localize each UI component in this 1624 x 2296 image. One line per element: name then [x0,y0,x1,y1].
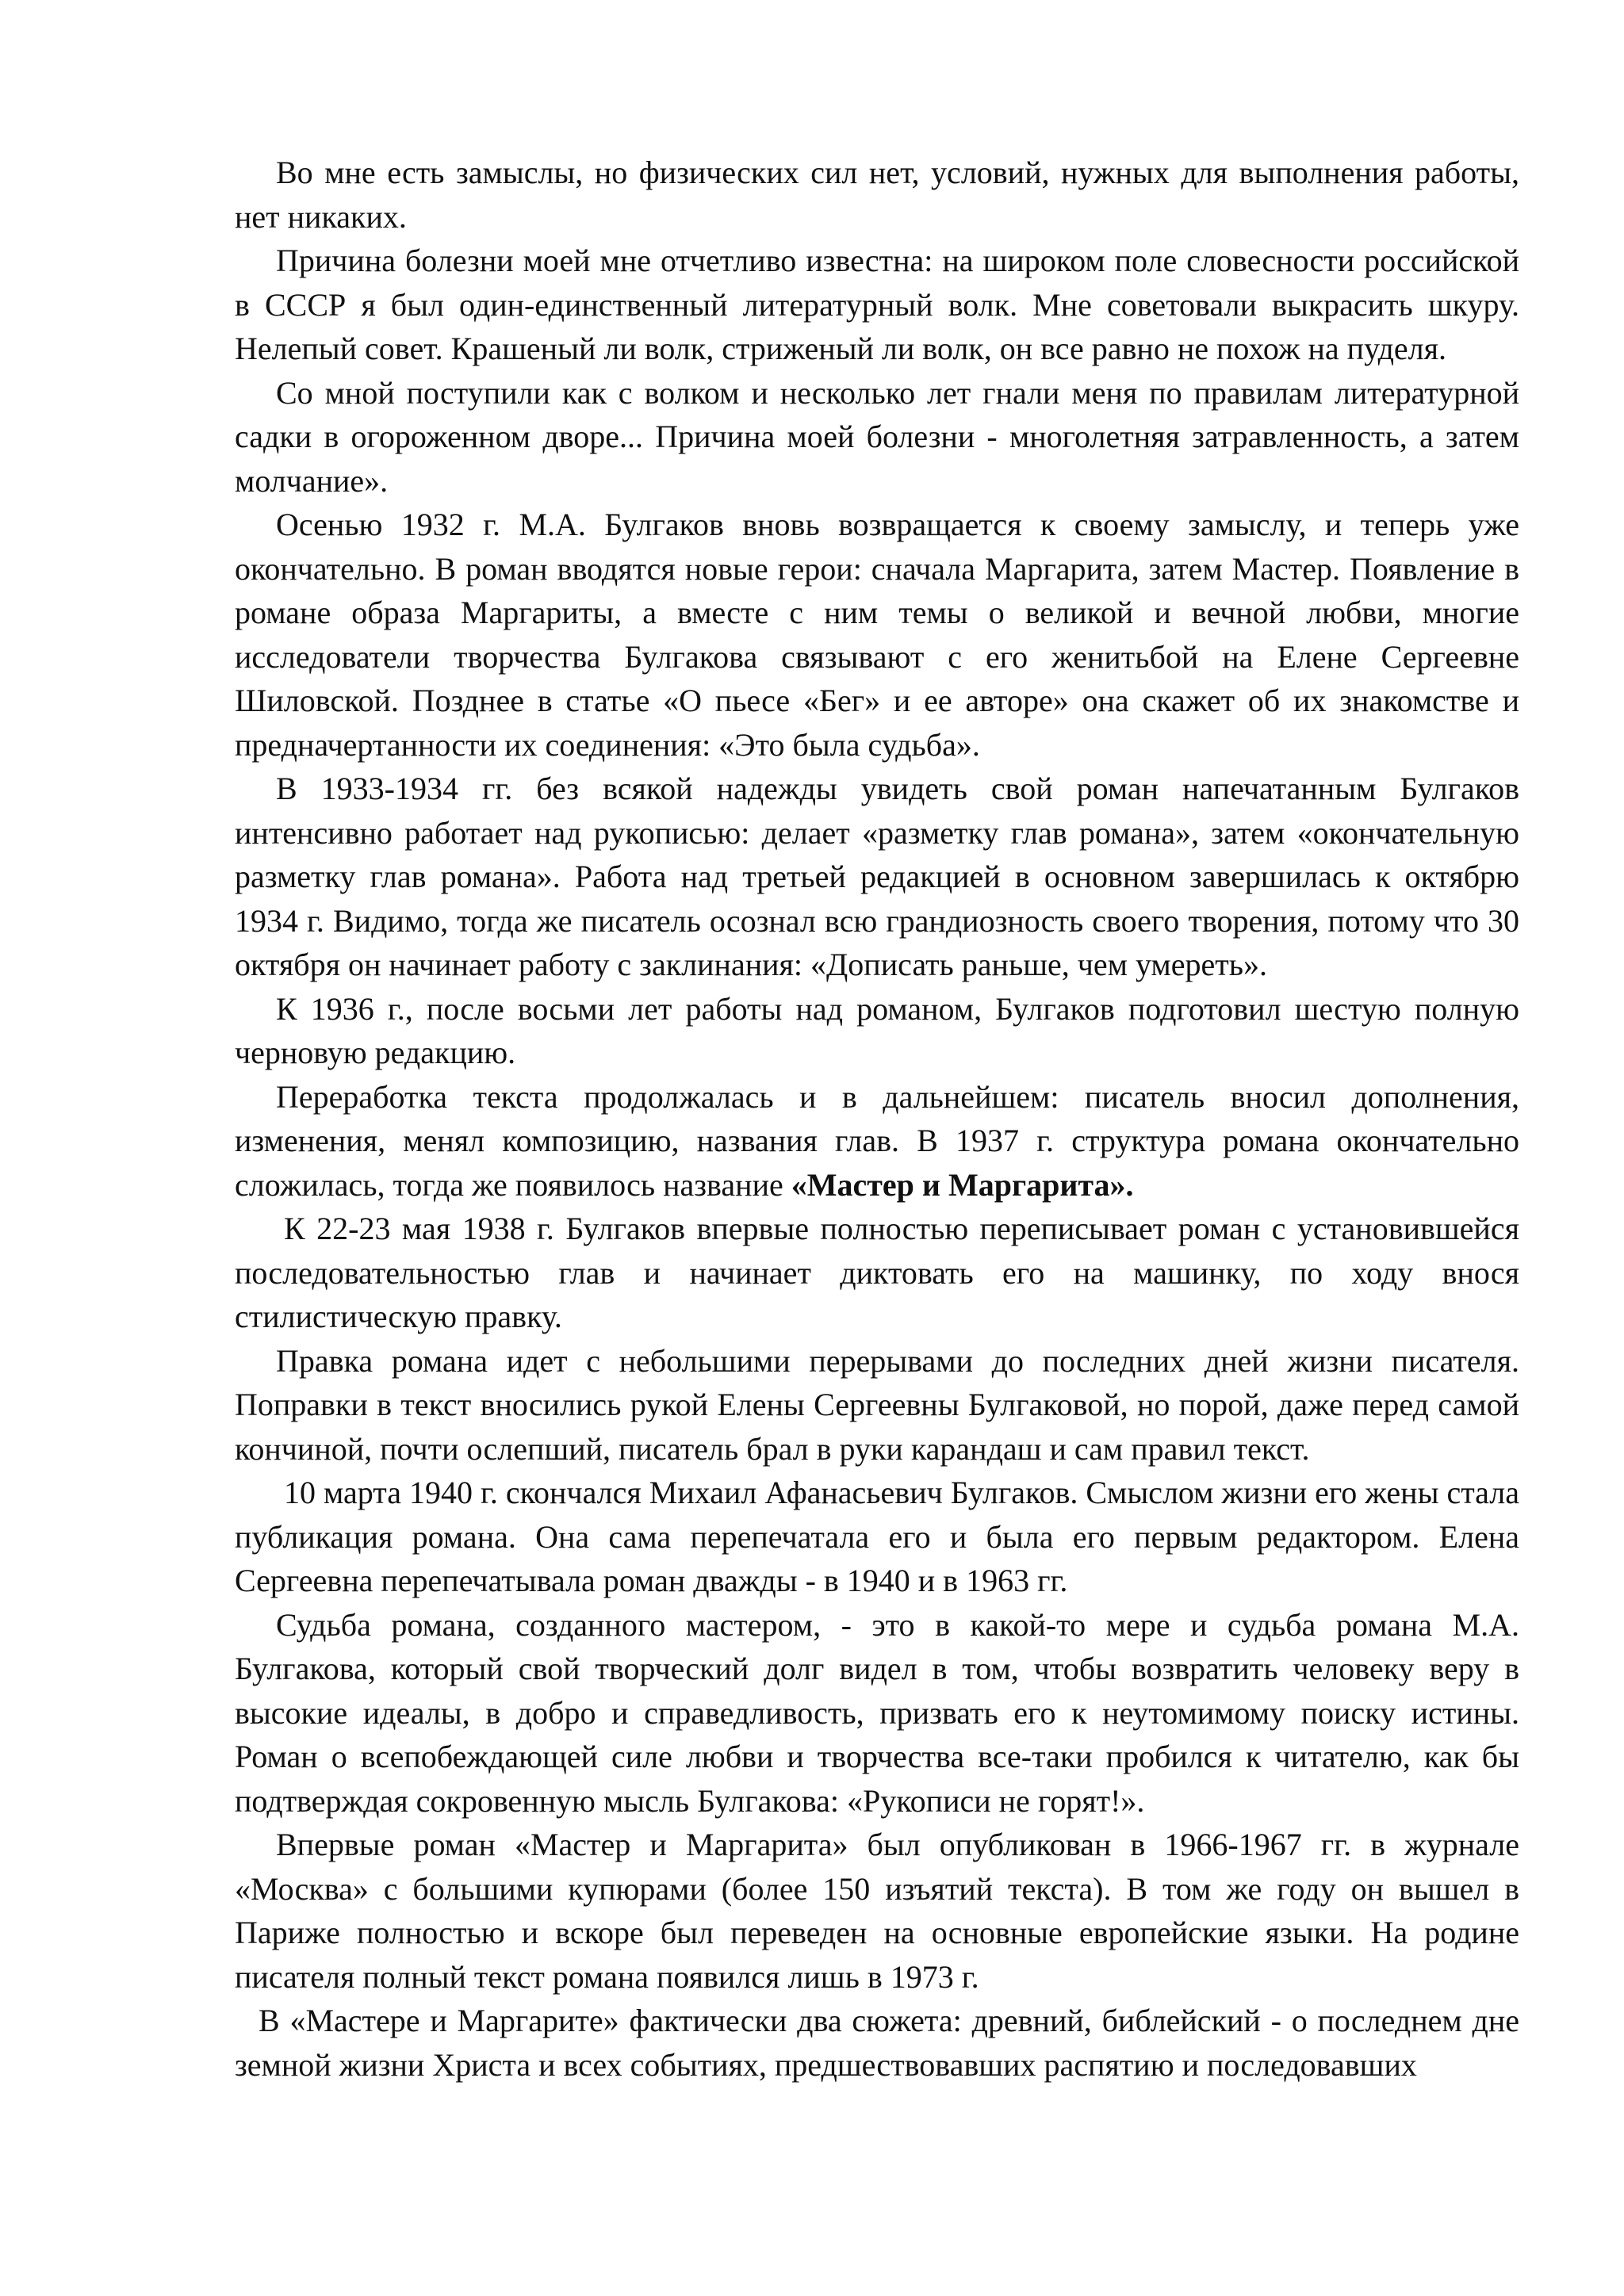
paragraph-text: Переработка текста продолжалась и в дальнейшем: писатель вносил дополнения, изменения, менял композицию, названия глав. В 1937 г. структура романа окончательно сложилась, тогда же появилось название [235,1078,1519,1203]
document-page [235,151,1519,2087]
novel-title: «Мастер и Маргарита». [791,1166,1134,1203]
paragraph: Во мне есть замыслы, но физических сил нет, условий, нужных для выполнения работы, нет никаких. [235,155,1519,235]
paragraph: Судьба романа, созданного мастером, - это в какой-то мере и судьба романа М.А. Булгакова, который свой творческий долг видел в том, чтобы возвратить человеку веру в высокие идеалы, в добро и справедливость, призвать его к неутомимому поиску истины. Роман о всепобеждающей силе любви и творчества все-таки пробился к читателю, как бы подтверждая сокровенную мысль Булгакова: «Рукописи не горят!». [235,1606,1519,1819]
paragraph: Впервые роман «Мастер и Маргарита» был опубликован в 1966-1967 гг. в журнале «Москва» с большими купюрами (более 150 изъятий текста). В том же году он вышел в Париже полностью и вскоре был переведен на основные европейские языки. На родине писателя полный текст романа появился лишь в 1973 г. [235,1827,1519,1995]
paragraph: Правка романа идет с небольшими перерывами до последних дней жизни писателя. Поправки в текст вносились рукой Елены Сергеевны Булгаковой, но порой, даже перед самой кончиной, почти ослепший, писатель брал в руки карандаш и сам правил текст. [235,1342,1519,1467]
paragraph: В 1933-1934 гг. без всякой надежды увидеть свой роман напечатанным Булгаков интенсивно работает над рукописью: делает «разметку глав романа», затем «окончательную разметку глав романа». Работа над третьей редакцией в основном завершилась к октябрю 1934 г. Видимо, тогда же писатель осознал всю грандиозность своего творения, потому что 30 октября он начинает работу с заклинания: «Дописать раньше, чем умереть». [235,771,1519,982]
paragraph: К 1936 г., после восьми лет работы над романом, Булгаков подготовил шестую полную черновую редакцию. [235,990,1519,1070]
paragraph: В «Мастере и Маргарите» фактически два сюжета: древний, библейский - о последнем дне земной жизни Христа и всех событиях, предшествовавших распятию и последовавших [235,2003,1519,2083]
paragraph-with-title [235,1075,1519,1207]
paragraph: 10 марта 1940 г. скончался Михаил Афанасьевич Булгаков. Смыслом жизни его жены стала публикация романа. Она сама перепечатала его и была его первым редактором. Елена Сергеевна перепечатывала роман дважды - в 1940 и в 1963 гг. [235,1475,1519,1598]
paragraph: Со мной поступили как с волком и несколько лет гнали меня по правилам литературной садки в огороженном дворе... Причина моей болезни - многолетняя затравленность, а затем молчание». [235,374,1519,499]
paragraph: К 22-23 мая 1938 г. Булгаков впервые полностью переписывает роман с установившейся последовательностью глав и начинает диктовать его на машинку, по ходу внося стилистическую правку. [235,1211,1519,1334]
paragraph: Причина болезни моей мне отчетливо известна: на широком поле словесности российской в СССР я был один-единственный литературный волк. Мне советовали выкрасить шкуру. Нелепый совет. Крашеный ли волк, стриженый ли волк, он все равно не похож на пуделя. [235,243,1519,366]
paragraph: Осенью 1932 г. М.А. Булгаков вновь возвращается к своему замыслу, и теперь уже окончательно. В роман вводятся новые герои: сначала Маргарита, затем Мастер. Появление в романе образа Маргариты, а вместе с ним темы о великой и вечной любви, многие исследователи творчества Булгакова связывают с его женитьбой на Елене Сергеевне Шиловской. Позднее в статье «О пьесе «Бег» и ее авторе» она скажет об их знакомстве и предначертанности их соединения: «Это была судьба». [235,507,1519,763]
